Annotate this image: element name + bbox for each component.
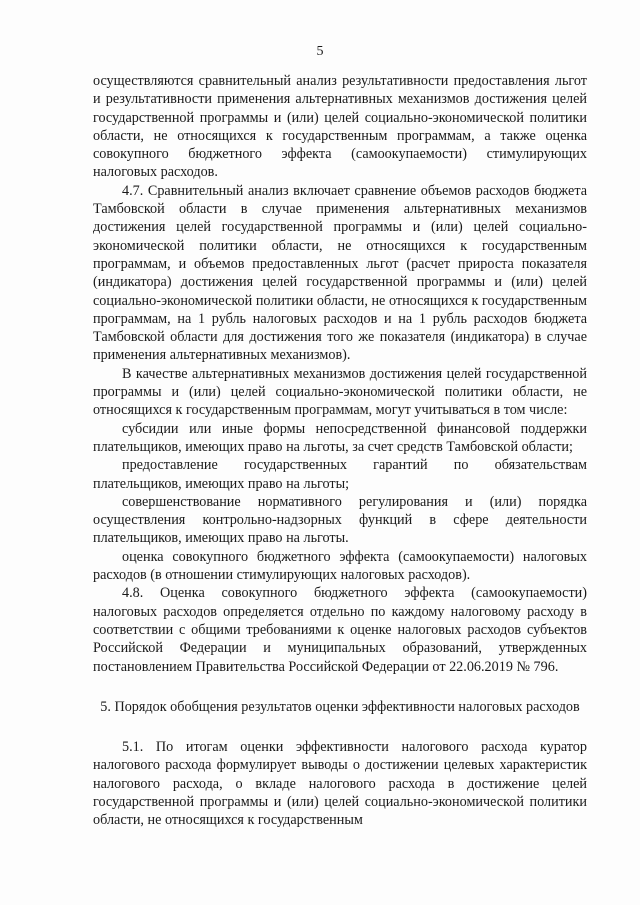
list-item-regulation: совершенствование нормативного регулирования и (или) порядка осуществления контрольно-надзорных функций в сфере деятельности плательщиков, имеющих право на льготы. [93,493,587,547]
paragraph-continuation: осуществляются сравнительный анализ результативности предоставления льгот и результативности применения альтернативных механизмов достижения целей государственной программы и (или) целей социально-экономической политики области, не относящихся к государственным программам, а также оценка совокупного бюджетного эффекта (самоокупаемости) стимулирующих налоговых расходов. [93,73,587,181]
paragraph-4-8: 4.8. Оценка совокупного бюджетного эффекта (самоокупаемости) налоговых расходов определяется отдельно по каждому налоговому расходу в соответствии с общими требованиями к оценке налоговых расходов субъектов Российской Федерации и муниципальных образований, утвержденных постановлением Правительства Российской Федерации от 22.06.2019 № 796. [93,585,587,675]
paragraph-4-7: 4.7. Сравнительный анализ включает сравнение объемов расходов бюджета Тамбовской области в случае применения альтернативных механизмов достижения целей государственной программы и (или) целей социально-экономической политики области, не относящихся к государственным программам, и объемов предоставленных льгот (расчет прироста показателя (индикатора) достижения целей государственной программы и (или) целей социально-экономической политики области, не относящихся к государственным программам, на 1 рубль налоговых расходов и на 1 рубль расходов бюджета Тамбовской области для достижения того же показателя (индикатора) в случае применения альтернативных механизмов). [93,182,587,364]
document-body [93,72,587,830]
list-item-budget-effect: оценка совокупного бюджетного эффекта (самоокупаемости) налоговых расходов (в отношении стимулирующих налоговых расходов). [93,548,587,584]
list-item-subsidies: субсидии или иные формы непосредственной финансовой поддержки плательщиков, имеющих право на льготы, за счет средств Тамбовской области; [93,420,587,455]
paragraph-alternatives-intro: В качестве альтернативных механизмов достижения целей государственной программы и (или) целей социально-экономической политики области, не относящихся к государственным программам, могут учитываться в том числе: [93,365,587,419]
section-heading-5: 5. Порядок обобщения результатов оценки эффективности налоговых расходов [100,698,580,715]
list-item-guarantees: предоставление государственных гарантий по обязательствам плательщиков, имеющих право на льготы; [93,457,587,492]
paragraph-5-1: 5.1. По итогам оценки эффективности налогового расхода куратор налогового расхода формулирует выводы о достижении целевых характеристик налогового расхода, о вкладе налогового расхода в достижение целей государственной программы и (или) целей социально-экономической политики области, не относящихся к государственным [93,739,587,829]
page-number: 5 [316,44,324,59]
